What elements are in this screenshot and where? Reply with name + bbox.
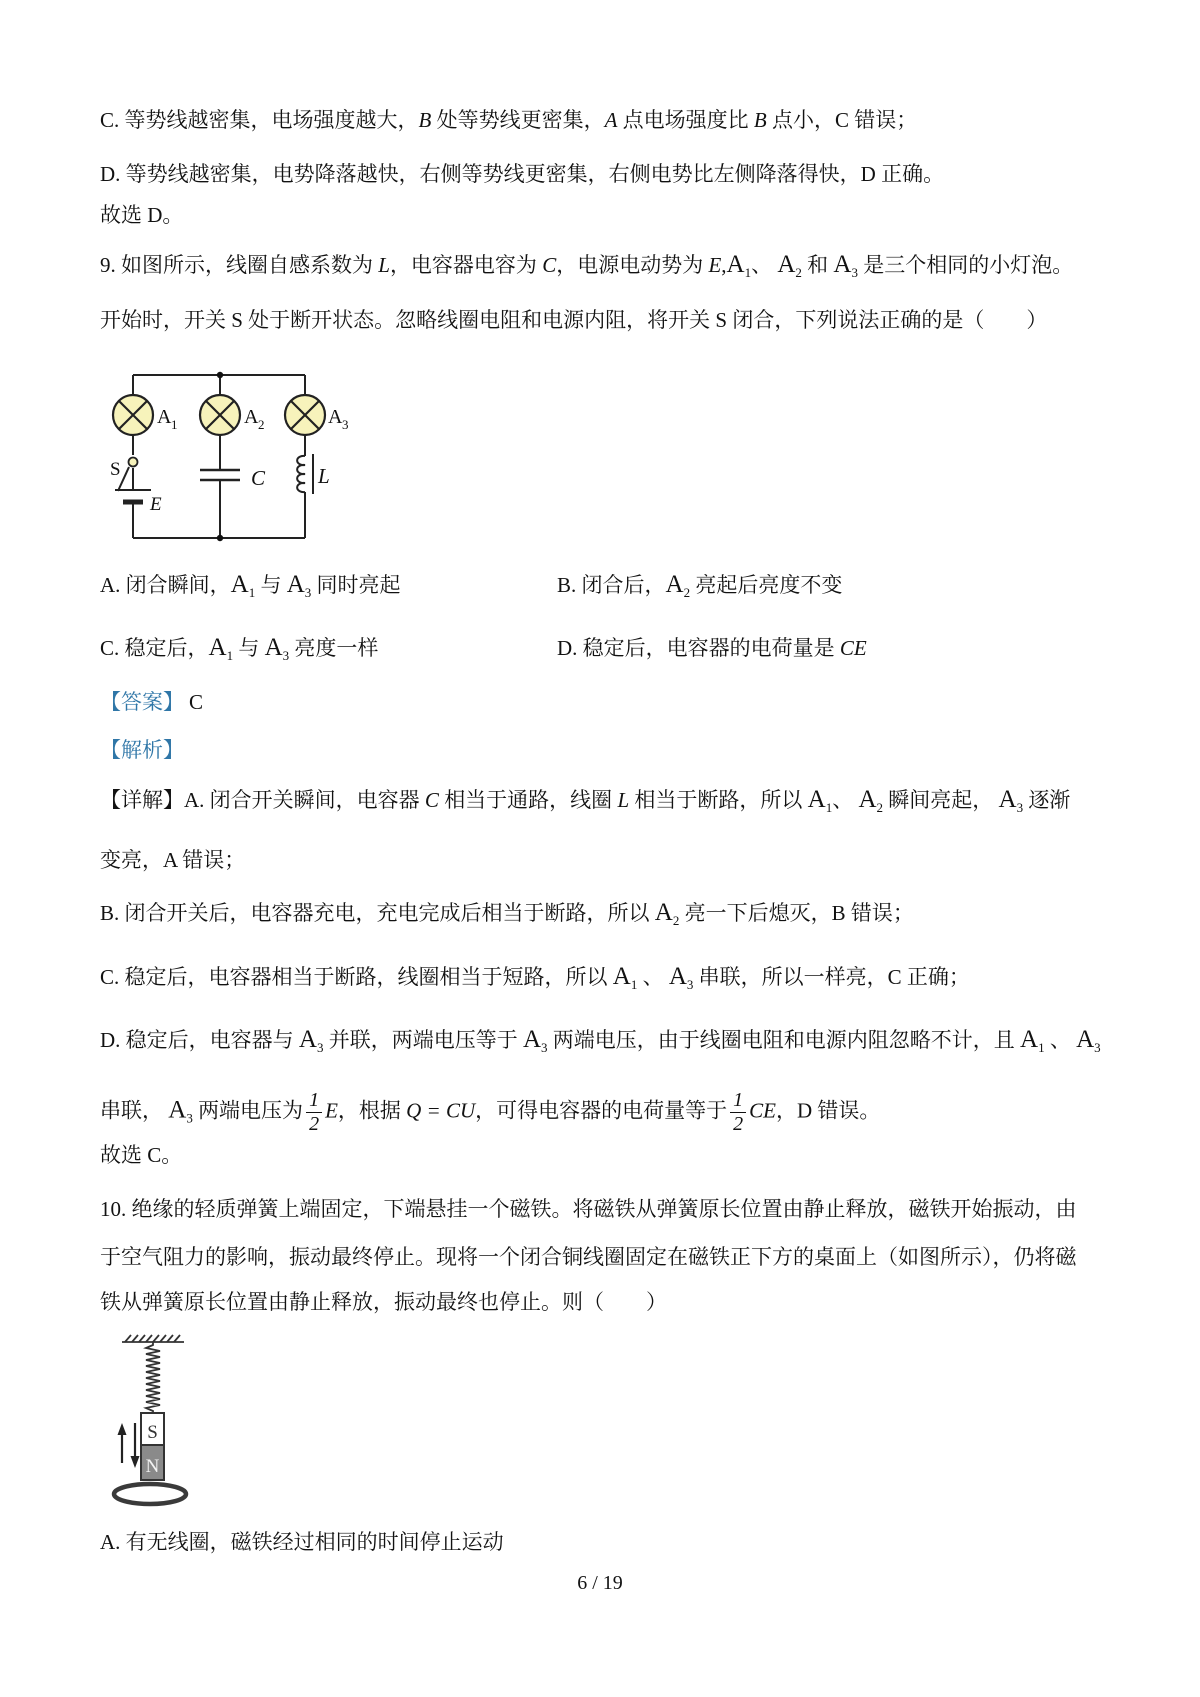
magnet-n-pole-label: N: [145, 1456, 160, 1477]
q9-stem-line2: 开始时，开关 S 处于断开状态。忽略线圈电阻和电源内阻，将开关 S 闭合，下列说法正确的是（ ）: [100, 308, 1048, 332]
q10-option-a: A. 有无线圈，磁铁经过相同的时间停止运动: [100, 1530, 504, 1554]
battery-icon: [115, 490, 151, 502]
q9-analysis-line: [100, 735, 184, 765]
q9-detail-line1: 【详解】A. 闭合开关瞬间，电容器 C 相当于通路，线圈 L 相当于断路，所以 $A_1$、 $A_2$ 瞬间亮起， $A_3$ 逐渐: [100, 786, 1071, 815]
q9-option-c: C. 稳定后，$A_1$ 与 $A_3$ 亮度一样: [100, 634, 379, 663]
inductor-icon: [297, 454, 313, 494]
lamp-a1-icon: [113, 395, 153, 435]
q9-conclusion: 故选 C。: [100, 1143, 183, 1167]
page-number: 6 / 19: [577, 1572, 623, 1594]
circuit-diagram-svg: [110, 358, 352, 553]
inductor-label: L: [318, 464, 330, 488]
q9-detail-line2: 变亮，A 错误；: [100, 848, 246, 872]
lamp-a1-sub: 1: [171, 417, 178, 432]
switch-label: S: [110, 459, 121, 480]
q9-option-d: D. 稳定后，电容器的电荷量是 CE: [557, 636, 867, 660]
lamp-a2-sub: 2: [258, 417, 265, 432]
q9-answer-line: [100, 687, 203, 717]
ceiling-icon: [122, 1335, 184, 1342]
magnet-spring-svg: [95, 1332, 255, 1517]
lamp-a2-icon: [200, 395, 240, 435]
prev-option-d-explanation: D. 等势线越密集，电势降落越快，右侧等势线更密集，右侧电势比左侧降落得快，D 正确。: [100, 162, 945, 186]
magnet-icon: [141, 1413, 164, 1480]
q9-stem-line1: 9. 如图所示，线圈自感系数为 L，电容器电容为 C，电源电动势为 $E,A_1$、 $A_2$ 和 $A_3$ 是三个相同的小灯泡。: [100, 251, 1074, 280]
prev-conclusion: 故选 D。: [100, 203, 184, 227]
magnet-s-pole-label: S: [147, 1422, 158, 1443]
down-arrow-icon: [131, 1423, 140, 1468]
q9-detail-line3: B. 闭合开关后，电容器充电，充电完成后相当于断路，所以 $A_2$ 亮一下后熄灭，B 错误；: [100, 899, 914, 928]
q10-stem-line3: 铁从弹簧原长位置由静止释放，振动最终也停止。则（ ）: [100, 1290, 667, 1314]
capacitor-icon: [200, 470, 240, 480]
lamp-a3-icon: [285, 395, 325, 435]
switch-icon: [118, 458, 138, 492]
q10-stem-line1: 10. 绝缘的轻质弹簧上端固定，下端悬挂一个磁铁。将磁铁从弹簧原长位置由静止释放，磁铁开始振动，由: [100, 1197, 1077, 1221]
circuit-diagram: [110, 358, 352, 553]
coil-icon: [114, 1484, 186, 1504]
junction-dot-top: [217, 372, 223, 378]
q9-detail-line5: D. 稳定后，电容器与 $A_3$ 并联，两端电压等于 $A_3$ 两端电压，由于线圈电阻和电源内阻忽略不计，且 $A_1$ 、 $A_3$: [100, 1026, 1101, 1055]
junction-dot-bottom: [217, 535, 223, 541]
analysis-label: 【解析】: [100, 738, 184, 762]
answer-value: C: [189, 690, 204, 714]
prev-option-c-explanation: C. 等势线越密集，电场强度越大，B 处等势线更密集，A 点电场强度比 B 点小，C 错误；: [100, 108, 918, 132]
magnet-spring-diagram: [95, 1332, 255, 1517]
spring-icon: [146, 1342, 160, 1413]
battery-label: E: [150, 494, 162, 515]
q9-option-b: B. 闭合后，$A_2$ 亮起后亮度不变: [557, 571, 843, 600]
up-arrow-icon: [118, 1423, 127, 1463]
q9-option-a: A. 闭合瞬间，$A_1$ 与 $A_3$ 同时亮起: [100, 571, 401, 600]
q9-detail-line4: C. 稳定后，电容器相当于断路，线圈相当于短路，所以 $A_1$ 、 $A_3$ 串联，所以一样亮，C 正确；: [100, 963, 970, 992]
answer-label: 【答案】: [100, 690, 184, 714]
lamp-a3-label: A: [328, 406, 343, 428]
q9-detail-line6: 串联， $A_3$ 两端电压为 $\frac{1}{2}$ E，根据 Q = CU，可得电容器的电荷量等于 $\frac{1}{2}$ CE，D 错误。: [100, 1089, 881, 1135]
capacitor-label: C: [251, 466, 266, 490]
lamp-a3-sub: 3: [342, 417, 349, 432]
lamp-a1-label: A: [157, 406, 172, 428]
q10-stem-line2: 于空气阻力的影响，振动最终停止。现将一个闭合铜线圈固定在磁铁正下方的桌面上（如图所示），仍将磁: [100, 1245, 1077, 1269]
lamp-a2-label: A: [244, 406, 259, 428]
